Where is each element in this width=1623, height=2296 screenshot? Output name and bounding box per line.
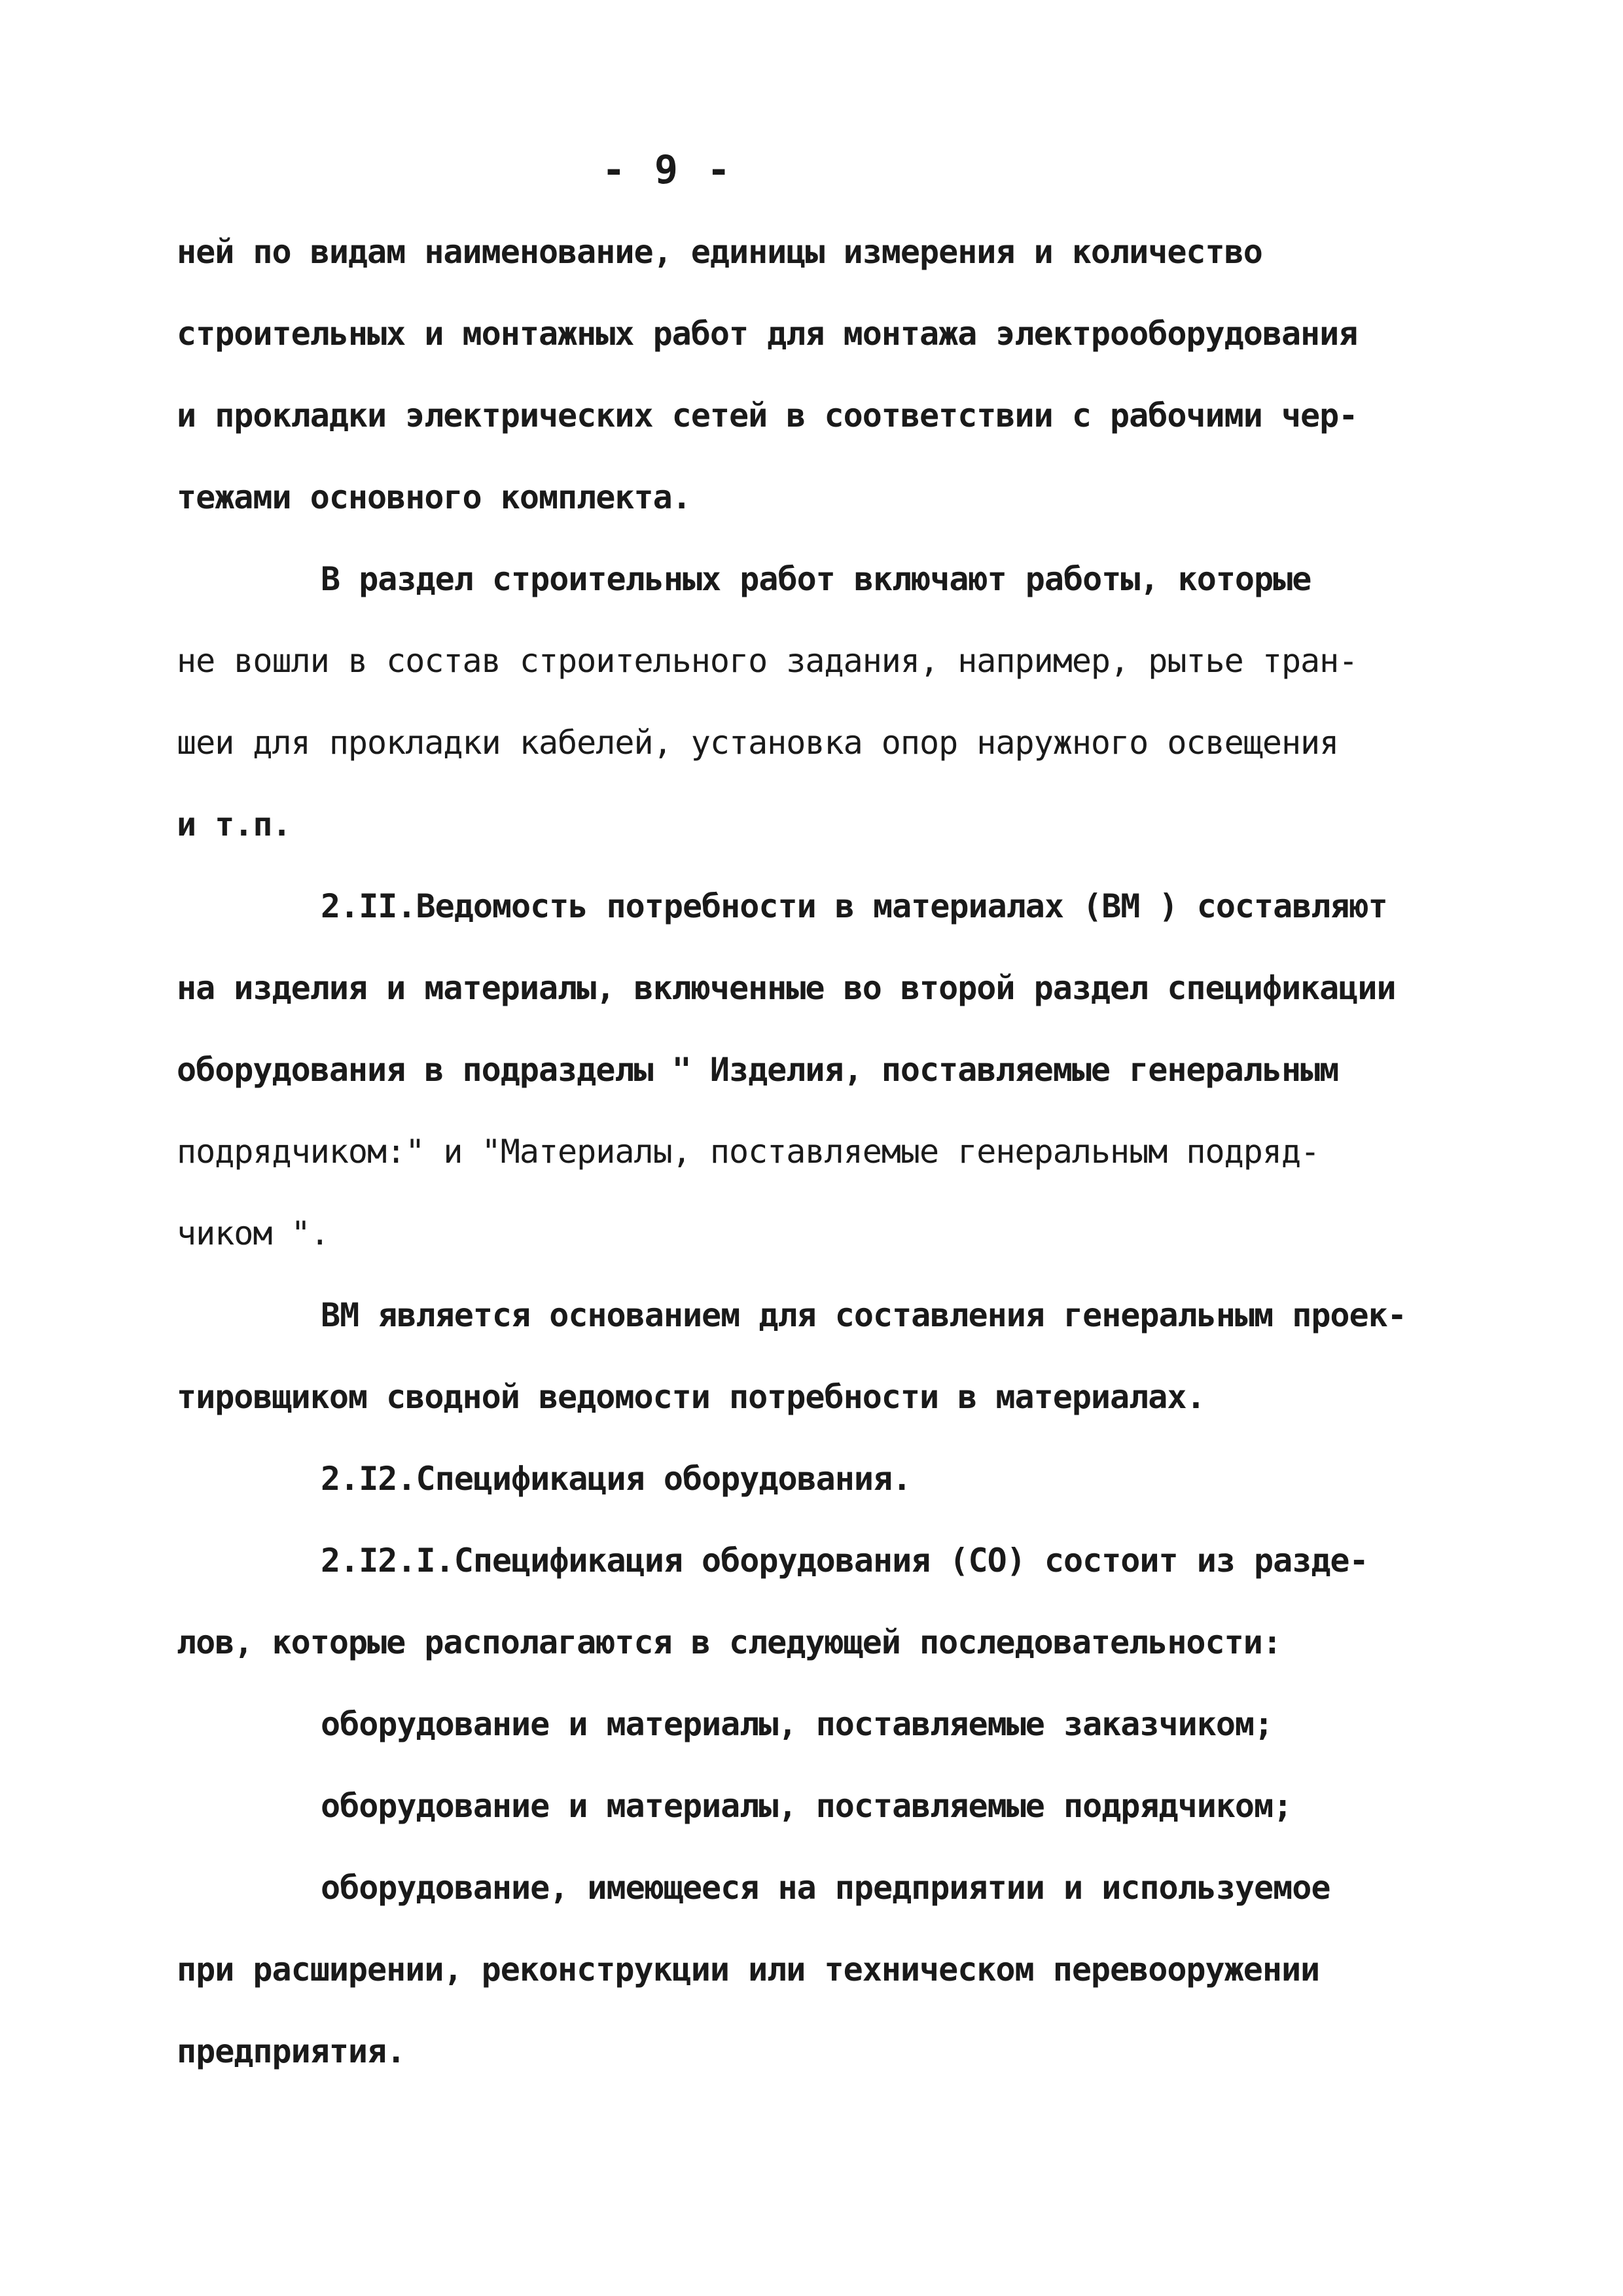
text-line: оборудование и материалы, поставляемые подрядчиком;	[321, 1787, 1293, 1825]
text-line: ВМ является основанием для составления генеральным проек-	[321, 1296, 1406, 1334]
text-line: не вошли в состав строительного задания, например, рытье тран-	[177, 642, 1358, 680]
text-line: и прокладки электрических сетей в соответствии с рабочими чер-	[177, 397, 1358, 434]
text-line: при расширении, реконструкции или техническом перевооружении	[177, 1951, 1320, 1988]
page-number: - 9 -	[601, 147, 734, 193]
text-line: 2.I2.I.Спецификация оборудования (СО) состоит из разде-	[321, 1542, 1368, 1580]
text-line: чиком ".	[177, 1214, 329, 1252]
text-line: тежами основного комплекта.	[177, 478, 691, 516]
text-line: оборудование и материалы, поставляемые заказчиком;	[321, 1705, 1274, 1743]
text-line: тировщиком сводной ведомости потребности в материалах.	[177, 1378, 1205, 1416]
text-line: 2.I2.Спецификация оборудования.	[321, 1460, 912, 1498]
text-line: подрядчиком:" и "Материалы, поставляемые генеральным подряд-	[177, 1133, 1320, 1171]
text-line: ней по видам наименование, единицы измерения и количество	[177, 233, 1262, 271]
text-line: оборудование, имеющееся на предприятии и используемое	[321, 1869, 1330, 1907]
text-line: предприятия.	[177, 2032, 406, 2070]
text-line: шеи для прокладки кабелей, установка опор наружного освещения	[177, 724, 1339, 762]
text-line: оборудования в подразделы " Изделия, поставляемые генеральным	[177, 1051, 1339, 1089]
text-line: 2.II.Ведомость потребности в материалах (ВМ ) составляют	[321, 887, 1387, 925]
text-line: на изделия и материалы, включенные во второй раздел спецификации	[177, 969, 1396, 1007]
text-line: В раздел строительных работ включают работы, которые	[321, 560, 1311, 598]
text-line: строительных и монтажных работ для монтажа электрооборудования	[177, 315, 1358, 353]
text-line: и т.п.	[177, 805, 291, 843]
text-line: лов, которые располагаются в следующей последовательности:	[177, 1623, 1281, 1661]
